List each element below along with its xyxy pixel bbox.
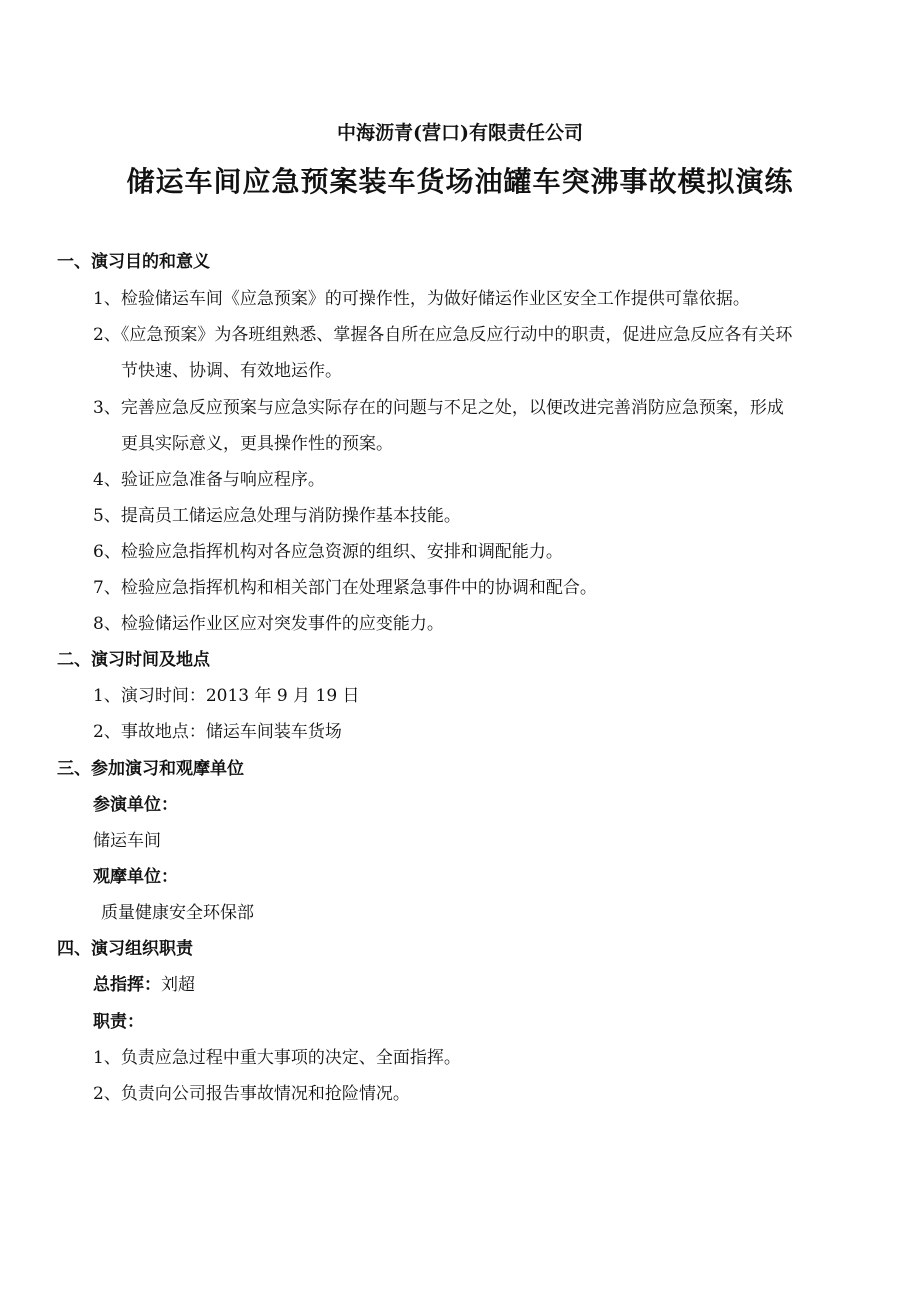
list-item: 4、验证应急准备与响应程序。 [93,470,325,490]
observers-value: 质量健康安全环保部 [101,903,254,923]
observers-label: 观摩单位： [93,867,178,887]
commander-label: 总指挥： [93,975,161,995]
section-heading-units: 三、参加演习和观摩单位 [57,759,244,779]
company-name: 中海沥青(营口)有限责任公司 [337,122,583,144]
participants-value: 储运车间 [93,831,161,851]
list-item-continuation: 节快速、协调、有效地运作。 [121,361,342,381]
document-title: 储运车间应急预案装车货场油罐车突沸事故模拟演练 [126,165,794,198]
list-item: 2、《应急预案》为各班组熟悉、掌握各自所在应急反应行动中的职责，促进应急反应各有关环 [93,325,793,345]
list-item: 6、检验应急指挥机构对各应急资源的组织、安排和调配能力。 [93,542,563,562]
list-item: 2、事故地点：储运车间装车货场 [93,722,342,742]
section-heading-time-place: 二、演习时间及地点 [57,650,210,670]
duties-label: 职责： [93,1012,144,1032]
list-item: 3、完善应急反应预案与应急实际存在的问题与不足之处，以便改进完善消防应急预案，形成 [93,398,784,418]
list-item: 7、检验应急指挥机构和相关部门在处理紧急事件中的协调和配合。 [93,578,597,598]
section-heading-organization: 四、演习组织职责 [57,939,193,959]
participants-label: 参演单位： [93,795,178,815]
list-item: 5、提高员工储运应急处理与消防操作基本技能。 [93,506,461,526]
commander-line [93,974,195,996]
list-item: 8、检验储运作业区应对突发事件的应变能力。 [93,614,444,634]
section-heading-purpose: 一、演习目的和意义 [57,252,210,272]
list-item: 1、演习时间：2013 年 9 月 19 日 [93,686,360,706]
list-item: 2、负责向公司报告事故情况和抢险情况。 [93,1084,410,1104]
commander-name: 刘超 [161,975,195,995]
list-item: 1、负责应急过程中重大事项的决定、全面指挥。 [93,1048,461,1068]
list-item: 1、检验储运车间《应急预案》的可操作性，为做好储运作业区安全工作提供可靠依据。 [93,289,750,309]
list-item-continuation: 更具实际意义，更具操作性的预案。 [121,434,393,454]
